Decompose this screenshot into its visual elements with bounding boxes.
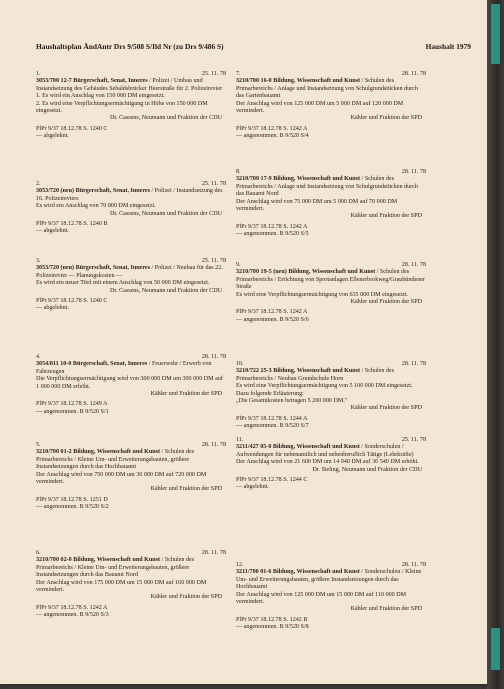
page-edge: [487, 0, 504, 689]
entry-head: [36, 71, 226, 78]
budget-code: 3211/700 01-6: [236, 569, 272, 576]
entry-title: Bildung, Wissenschaft und Kunst: [273, 78, 361, 85]
entry-description: / Sonderschulen / Aufwendungen für nebenamtlich und nebenberuflich Tätige (Lehrkräfte): [236, 444, 414, 458]
entry-title-line: [236, 444, 426, 459]
entry-title-line: [36, 449, 226, 471]
body-line: „Die Gesamtkosten betragen 5 200 000 DM.": [236, 398, 348, 405]
body-line: Der Anschlag wird von 75 000 DM um 5 000 DM auf 70 000 DM vermindert.: [236, 198, 398, 213]
body-line: Der Anschlag wird von 125 000 DM um 5 000 DM auf 120 000 DM vermindert.: [236, 100, 404, 115]
result: — angenommen. B 9/520 S/1: [36, 408, 109, 415]
entry-description: / Feuerwehr / Erwerb von Fahrzeugen: [36, 361, 212, 375]
plenary-ref: PlPr 9/37 18.12.78 S. 1242 A: [236, 223, 308, 230]
entry-date: 25. 11. 78: [201, 71, 226, 77]
entry-description: / Schulen des Primarbereichs / Kleine Um- und Erweiterungsbauten, größere Instandsetzungen durch das Bauamt Nord: [36, 557, 195, 579]
entry-head: [236, 169, 426, 176]
result: — angenommen. B 9/520 S/7: [236, 423, 309, 430]
entry-title: Bürgerschaft, Senat, Inneres: [73, 78, 148, 85]
entry: [236, 169, 426, 239]
body-line: Es wird ein neuer Titel mit einem Anschlag von 50 000 DM eingesetzt.: [36, 280, 210, 287]
body-line: Dazu folgende Erläuterung:: [236, 390, 304, 397]
header-right: Haushalt 1979: [425, 42, 471, 51]
entry-title: Bildung, Wissenschaft und Kunst: [73, 449, 161, 456]
entry-title: Bildung, Wissenschaft und Kunst: [272, 444, 360, 451]
entry-head: [236, 71, 426, 78]
signer: Kähler und Fraktion der SPD: [350, 299, 422, 306]
plenary-ref: PlPr 9/37 18.12.78 S. 1242 A: [236, 309, 308, 316]
plenary-ref: PlPr 9/37 18.12.78 S. 1240 C: [36, 298, 108, 305]
entry-number: 7.: [236, 71, 241, 77]
entry: [36, 354, 226, 416]
result: — abgelehnt.: [36, 228, 69, 235]
entry-date: 25. 11. 78: [201, 258, 226, 264]
signer: Kähler und Fraktion der SPD: [150, 391, 222, 398]
entry-date: 25. 11. 78: [401, 437, 426, 443]
entry-description: / Schulen des Primarbereichs / Anlage und Instandsetzung von Schulgrundstücken durch das Gartenbauamt: [236, 78, 418, 100]
entry-number: 1.: [36, 71, 41, 77]
result: — angenommen. B 9/520 S/4: [236, 133, 309, 140]
body-line: 2. Es wird eine Verpflichtungsermächtigung in Höhe von 150 000 DM eingesetzt.: [36, 100, 208, 115]
signer: Kähler und Fraktion der SPD: [150, 486, 222, 493]
entry-date: 28. 11. 78: [201, 550, 226, 556]
entry: [236, 437, 426, 492]
signer: Kähler und Fraktion der SPD: [350, 405, 422, 412]
budget-code: 3053/700 12-7: [36, 78, 72, 85]
entry-date: 28. 11. 78: [401, 562, 426, 568]
body-line: Der Anschlag wird von 125 000 DM um 15 000 DM auf 110 000 DM vermindert.: [236, 591, 407, 606]
entry-title: Bildung, Wissenschaft und Kunst: [73, 557, 161, 564]
entry-number: 6.: [36, 550, 41, 556]
entry-title: Bildung, Wissenschaft und Kunst: [273, 368, 361, 375]
entry-number: 4.: [36, 354, 41, 360]
page-header: [36, 42, 471, 54]
entry-head: [36, 442, 226, 449]
entry-title-line: [36, 78, 226, 93]
result: — angenommen. B 9/520 S/2: [36, 504, 109, 511]
budget-code: 3210/700 01-2: [36, 449, 72, 456]
entry-number: 5.: [36, 442, 41, 448]
entry-title-line: [236, 176, 426, 198]
signer: Dr. Cassens, Neumann und Fraktion der CDU: [109, 287, 222, 294]
body-line: Der Anschlag wird von 750 000 DM um 30 000 DM auf 720 000 DM vermindert.: [36, 471, 207, 486]
body-line: 1. Es wird ein Anschlag von 150 000 DM eingesetzt.: [36, 93, 165, 100]
entry-date: 28. 11. 78: [401, 262, 426, 268]
entry-title-line: [36, 188, 226, 203]
entry-head: [236, 437, 426, 444]
body-line: Der Anschlag wird von 175 000 DM um 15 000 DM auf 160 000 DM vermindert.: [36, 579, 207, 594]
entry-description: / Polizei / Neubau für das 22. Polizeirevier — Planungskosten —: [36, 265, 223, 279]
entry-number: 9.: [236, 262, 241, 268]
budget-code: 3053/720 (neu): [36, 188, 75, 195]
entry: [236, 262, 426, 324]
signer: Dr. Cassens, Neumann und Fraktion der CDU: [109, 210, 222, 217]
result: — abgelehnt.: [36, 305, 69, 312]
entry-description: / Polizei / Instandsetzung des 16. Polizeireviers: [36, 188, 223, 202]
entry: [36, 181, 226, 236]
budget-code: 3054/811 10-0: [36, 361, 72, 368]
budget-code: 3053/720 (neu): [36, 265, 75, 272]
budget-code: 3210/700 19-5 (neu): [236, 269, 287, 276]
entry-title-line: [36, 557, 226, 579]
plenary-ref: PlPr 9/37 18.12.78 S. 1244 A: [236, 415, 308, 422]
entry-title: Bürgerschaft, Senat, Inneres: [75, 265, 150, 272]
signer: Kähler und Fraktion der SPD: [150, 594, 222, 601]
entry-date: 28. 11. 78: [401, 361, 426, 367]
entry: [36, 550, 226, 620]
entry: [36, 71, 226, 141]
entry-date: 25. 11. 78: [201, 181, 226, 187]
result: — abgelehnt.: [236, 484, 269, 491]
plenary-ref: PlPr 9/37 18.12.78 S. 1249 A: [36, 401, 108, 408]
entry-title-line: [236, 269, 426, 291]
budget-code: 3210/700 16-0: [236, 78, 272, 85]
budget-code: 3210/722 25-3: [236, 368, 272, 375]
entry-title-line: [36, 361, 226, 376]
entry-date: 28. 11. 78: [401, 169, 426, 175]
result: — angenommen. B 9/520 S/3: [36, 612, 109, 619]
entry-number: 8.: [236, 169, 241, 175]
entry-number: 12.: [236, 562, 244, 568]
signer: Dr. Sieling, Neumann und Fraktion der CDU: [312, 466, 422, 473]
budget-code: 3210/700 17-9: [236, 176, 272, 183]
plenary-ref: PlPr 9/37 18.12.78 S. 1242 B: [236, 616, 308, 623]
signer: Kähler und Fraktion der SPD: [350, 606, 422, 613]
body-line: Es wird eine Verpflichtungsermächtigung von 5 100 000 DM eingesetzt.: [236, 383, 413, 390]
signer: Dr. Cassens, Neumann und Fraktion der CDU: [109, 115, 222, 122]
plenary-ref: PlPr 9/37 18.12.78 S. 1240 B: [36, 221, 108, 228]
entry: [236, 71, 426, 141]
plenary-ref: PlPr 9/37 18.12.78 S. 1251 D: [36, 496, 108, 503]
result: — angenommen. B 9/520 S/5: [236, 231, 309, 238]
signer: Kähler und Fraktion der SPD: [350, 213, 422, 220]
budget-code: 3211/427 05-0: [236, 444, 272, 451]
entry-description: / Schulen des Primarbereichs / Anlage und Instandsetzung von Schulgrundstücken durch das Bauamt Nord: [236, 176, 418, 198]
plenary-ref: PlPr 9/37 18.12.78 S. 1244 C: [236, 477, 308, 484]
entry-title-line: [36, 265, 226, 280]
entry: [36, 442, 226, 512]
entry-title-line: [236, 368, 426, 383]
result: — angenommen. B 9/520 S/6: [236, 316, 309, 323]
entry-date: 28. 11. 78: [401, 71, 426, 77]
entry-number: 11.: [236, 437, 244, 443]
entry-title: Bildung, Wissenschaft und Kunst: [272, 569, 360, 576]
entry-number: 3.: [36, 258, 41, 264]
entry-number: 10.: [236, 361, 244, 367]
entry-head: [236, 562, 426, 569]
binding-tab-top: [491, 4, 500, 64]
entry-head: [36, 354, 226, 361]
body-line: Die Verpflichtungsermächtigung wird von 300 000 DM um 300 000 DM auf 1 000 000 DM erhöht.: [36, 376, 223, 390]
entry: [36, 258, 226, 313]
entry-description: / Schulen des Primarbereichs / Errichtung von Sportanlagen Ellenerbrokweg/Graubündener Straße: [236, 269, 426, 291]
entry-title-line: [236, 78, 426, 100]
entry-description: / Polizei / Umbau und Instandsetzung des Gebäudes Sebaldsbrücker Heerstraße für 2. Polizeirevier: [36, 78, 223, 92]
entry-description: / Schulen des Primarbereichs / Kleine Um- und Erweiterungsbauten, größere Instandsetzungen durch das Hochbauamt: [36, 449, 195, 471]
entry-head: [236, 361, 426, 368]
entry-description: / Schulen des Primarbereichs / Neubau Grundschule Horn: [236, 368, 395, 382]
entry-date: 28. 11. 78: [201, 442, 226, 448]
entry-date: 28. 11. 78: [201, 354, 226, 360]
entry-title: Bildung, Wissenschaft und Kunst: [288, 269, 376, 276]
entry-number: 2.: [36, 181, 41, 187]
entry: [236, 361, 426, 431]
plenary-ref: PlPr 9/37 18.12.78 S. 1240 C: [36, 125, 108, 132]
body-line: Der Anschlag wird von 21 600 DM um 14 940 DM auf 36 540 DM erhöht.: [236, 459, 419, 466]
plenary-ref: PlPr 9/37 18.12.78 S. 1242 A: [236, 125, 308, 132]
plenary-ref: PlPr 9/37 18.12.78 S. 1242 A: [36, 604, 108, 611]
body-line: Es wird ein Anschlag von 70 000 DM eingesetzt.: [36, 203, 156, 210]
entry-title: Bürgerschaft, Senat, Inneres: [72, 361, 148, 368]
entry-title-line: [236, 569, 426, 591]
entry-head: [36, 550, 226, 557]
entry-description: / Sonderschulen / Kleine Um- und Erweiterungsbauten, größere Instandsetzungen durch das Hochbauamt: [236, 569, 422, 591]
body-line: Es wird eine Verpflichtungsermächtigung von 635 000 DM eingesetzt.: [236, 291, 408, 298]
result: — angenommen. B 9/520 S/8: [236, 624, 309, 631]
signer: Kähler und Fraktion der SPD: [350, 115, 422, 122]
entry-title: Bürgerschaft, Senat, Inneres: [75, 188, 150, 195]
budget-code: 3210/700 02-0: [36, 557, 72, 564]
binding-tab-bottom: [491, 628, 500, 670]
entry: [236, 562, 426, 632]
header-left: Haushaltsplan ÄndAntr Drs 9/508 S/Ild Nr (zu Drs 9/486 S): [36, 42, 224, 51]
entry-title: Bildung, Wissenschaft und Kunst: [273, 176, 361, 183]
result: — abgelehnt.: [36, 133, 69, 140]
